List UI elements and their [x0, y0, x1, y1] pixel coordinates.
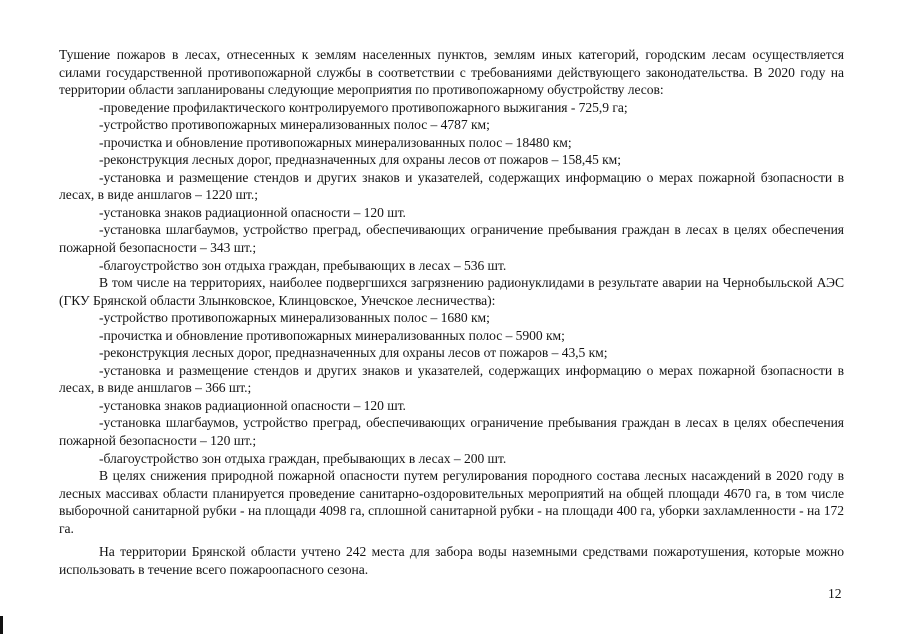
list-item-info-stands: -установка и размещение стендов и других знаков и указателей, содержащих информацию о мерах пожарной бзопасности в лесах, в виде аншлагов – 1220 шт.;	[59, 169, 844, 203]
list-item-firebreak-construction-contaminated: -устройство противопожарных минерализованных полос – 1680 км;	[99, 310, 490, 326]
list-item-forest-roads: -реконструкция лесных дорог, предназначенных для охраны лесов от пожаров – 158,45 км;	[99, 152, 621, 168]
scan-edge-mark	[0, 616, 3, 634]
paragraph-chernobyl-territories: В том числе на территориях, наиболее подвергшихся загрязнению радионуклидами в результате аварии на Чернобыльской АЭС (ГКУ Брянской области Злынковское, Клинцовское, Унечское лесничества):	[59, 275, 844, 308]
list-item-rest-zones-contaminated: -благоустройство зон отдыха граждан, пребывающих в лесах – 200 шт.	[99, 450, 507, 466]
list-item-controlled-burning: -проведение профилактического контролируемого противопожарного выжигания - 725,9 га;	[99, 99, 628, 115]
paragraph-intro: Тушение пожаров в лесах, отнесенных к землям населенных пунктов, землям иных категорий, городским лесам осуществляется силами государственной противопожарной службы в соответствии с требованиями действующего законодательства. В 2020 году на территории области запланированы следующие мероприятия по противопожарному обустройству лесов:	[59, 47, 844, 98]
page-number: 12	[828, 586, 842, 601]
list-item-radiation-signs-contaminated: -установка знаков радиационной опасности – 120 шт.	[99, 397, 406, 413]
list-item-rest-zones: -благоустройство зон отдыха граждан, пребывающих в лесах – 536 шт.	[99, 257, 507, 273]
document-body	[59, 46, 844, 578]
list-item-info-stands-contaminated: -установка и размещение стендов и других знаков и указателей, содержащих информацию о мерах пожарной бзопасности в лесах, в виде аншлагов – 366 шт.;	[59, 362, 844, 396]
paragraph-water-intake: На территории Брянской области учтено 242 места для забора воды наземными средствами пожаротушения, которые можно использовать в течение всего пожароопасного сезона.	[59, 544, 844, 577]
list-item-firebreak-maintenance: -прочистка и обновление противопожарных минерализованных полос – 18480 км;	[99, 134, 572, 150]
list-item-firebreak-maintenance-contaminated: -прочистка и обновление противопожарных минерализованных полос – 5900 км;	[99, 327, 565, 343]
list-item-radiation-signs: -установка знаков радиационной опасности – 120 шт.	[99, 204, 406, 220]
list-item-barriers: -установка шлагбаумов, устройство преград, обеспечивающих ограничение пребывания граждан в лесах в целях обеспечения пожарной безопасности – 343 шт.;	[59, 222, 844, 256]
list-item-firebreak-construction: -устройство противопожарных минерализованных полос – 4787 км;	[99, 117, 490, 133]
paragraph-sanitary-measures: В целях снижения природной пожарной опасности путем регулирования породного состава лесных насаждений в 2020 году в лесных массивах области планируется проведение санитарно-оздоровительных мероприятий на общей площади 4670 га, в том числе выборочной санитарной рубки - на площади 4098 га, сплошной санитарной рубки - на площади 400 га, уборки захламленности - на 172 га.	[59, 468, 844, 536]
list-item-forest-roads-contaminated: -реконструкция лесных дорог, предназначенных для охраны лесов от пожаров – 43,5 км;	[99, 345, 608, 361]
list-item-barriers-contaminated: -установка шлагбаумов, устройство преград, обеспечивающих ограничение пребывания граждан в лесах в целях обеспечения пожарной безопасности – 120 шт.;	[59, 415, 844, 449]
